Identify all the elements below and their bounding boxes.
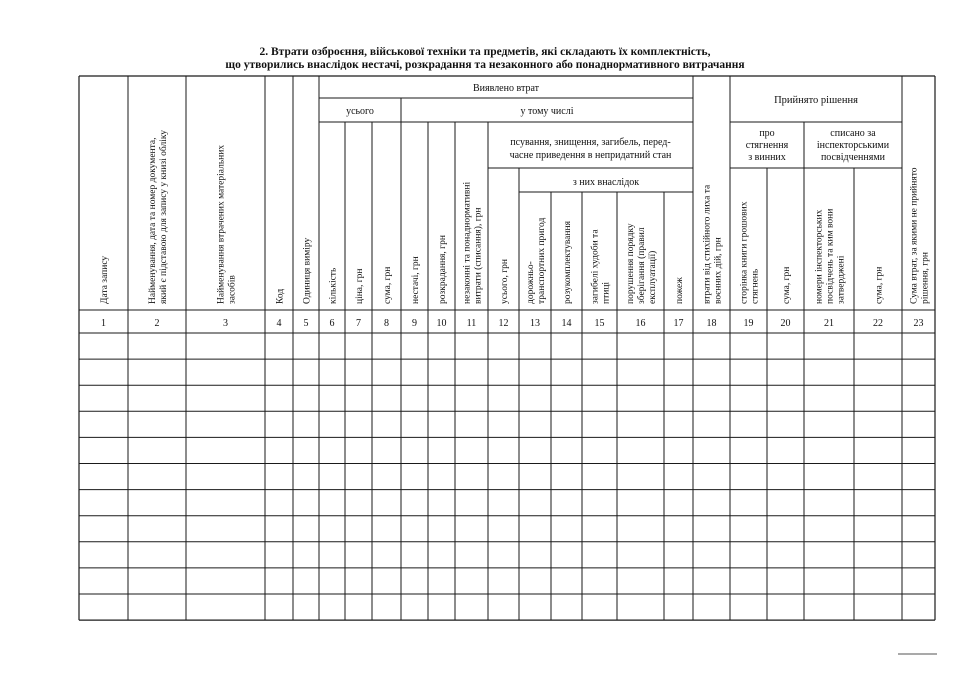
column-9-number: 9 [412, 318, 417, 329]
group-total-label: усього [346, 106, 374, 117]
column-16-number: 16 [635, 318, 646, 329]
column-3-header-line: засобів [227, 275, 238, 304]
column-17-number: 17 [673, 318, 684, 329]
column-2-header-line: Найменування, дата та номер документа, [148, 137, 158, 304]
column-20-header-line: сума, грн [782, 266, 792, 304]
column-22-header-line: сума, грн [874, 266, 885, 304]
column-16-header-line: експлуатації) [648, 250, 658, 304]
column-12-number: 12 [498, 318, 509, 329]
column-13-header-line: дорожньо- [526, 261, 536, 304]
column-22-number: 22 [873, 318, 883, 329]
column-16-header-line: порушення порядку [626, 223, 636, 304]
column-11-header-line: витрати (списання), грн [473, 207, 484, 304]
column-4-header-line: Код [275, 288, 286, 304]
column-13-number: 13 [530, 318, 540, 329]
column-11-header-line: незаконні та понаднормативні [462, 181, 473, 304]
column-18-header-line: воєнних дій, грн [713, 237, 724, 304]
column-14-header-line: розукомплектування [563, 221, 573, 304]
column-10-number: 10 [436, 318, 447, 329]
column-8-header-line: сума, грн [383, 266, 393, 304]
table-title-line-2: що утворились внаслідок нестачі, розкрадання та незаконного або понаднормативного витрачання [225, 59, 745, 71]
column-15-number: 15 [594, 318, 605, 329]
column-18-number: 18 [706, 318, 717, 329]
group-recovery-label-line: з винних [748, 152, 786, 163]
column-5-number: 5 [303, 318, 309, 329]
column-6-number: 6 [329, 318, 335, 329]
column-21-header-line: посвідчень та ким вони [825, 208, 836, 304]
column-20-number: 20 [780, 318, 791, 329]
column-14-number: 14 [561, 318, 572, 329]
group-damage-label-line: часне приведення в непридатний стан [509, 150, 672, 161]
column-8-number: 8 [384, 318, 389, 329]
column-15-header-line: загибелі худоби та [590, 229, 601, 304]
group-including-label: у тому числі [520, 106, 574, 117]
column-2-number: 2 [154, 318, 160, 329]
column-4-number: 4 [276, 318, 282, 329]
column-23-header-line: рішення, грн [920, 252, 931, 304]
column-11-number: 11 [466, 318, 477, 329]
column-18-header-line: втрати від стихійного лиха та [702, 184, 713, 304]
column-19-number: 19 [743, 318, 754, 329]
column-16-header-line: зберігання (правил [637, 227, 647, 304]
column-10-header-line: розкрадання, грн [438, 235, 448, 304]
group-decision-label: Прийнято рішення [774, 95, 858, 106]
column-3-number: 3 [223, 318, 228, 329]
column-7-header-line: ціна, грн [355, 268, 365, 304]
group-damage-label-line: псування, знищення, загибель, перед- [510, 137, 671, 148]
column-15-header-line: птиці [601, 281, 612, 304]
column-1-header-line: Дата запису [100, 255, 110, 304]
column-2-header-line: який є підставою для запису у книзі обліку [159, 129, 169, 304]
group-written-off-label-line: списано за [830, 128, 876, 139]
column-21-header-line: затверджені [836, 255, 847, 304]
group-written-off-label-line: інспекторськими [816, 140, 890, 151]
column-13-header-line: транспортних пригод [537, 217, 547, 304]
column-3-header-line: Найменування втрачених матеріальних [216, 144, 227, 304]
column-21-header-line: номери інспекторських [814, 209, 825, 304]
group-written-off-label-line: посвідченнями [820, 152, 886, 163]
column-23-number: 23 [913, 318, 924, 329]
group-found-losses-label: Виявлено втрат [472, 83, 540, 94]
column-19-header-line: стягнень [750, 268, 761, 304]
column-21-number: 21 [824, 318, 834, 329]
column-7-number: 7 [356, 318, 361, 329]
column-1-number: 1 [101, 318, 106, 329]
table-title-line-1: 2. Втрати озброєння, військової техніки та предметів, які складають їх комплектність, [259, 46, 711, 58]
column-12-header-line: усього, грн [500, 259, 510, 304]
column-23-header-line: Сума втрат, за якими не прийнято [909, 167, 920, 304]
column-5-header-line: Одиниця виміру [302, 237, 313, 304]
group-recovery-label-line: стягнення [745, 140, 789, 151]
group-recovery-label-line: про [759, 128, 775, 139]
column-6-header-line: кількість [328, 267, 339, 304]
column-17-header-line: пожеж [675, 277, 685, 304]
column-19-header-line: сторінка книги грошових [739, 201, 750, 304]
column-9-header-line: нестачі, грн [411, 256, 421, 304]
group-due-to-label: з них внаслідок [572, 177, 640, 188]
